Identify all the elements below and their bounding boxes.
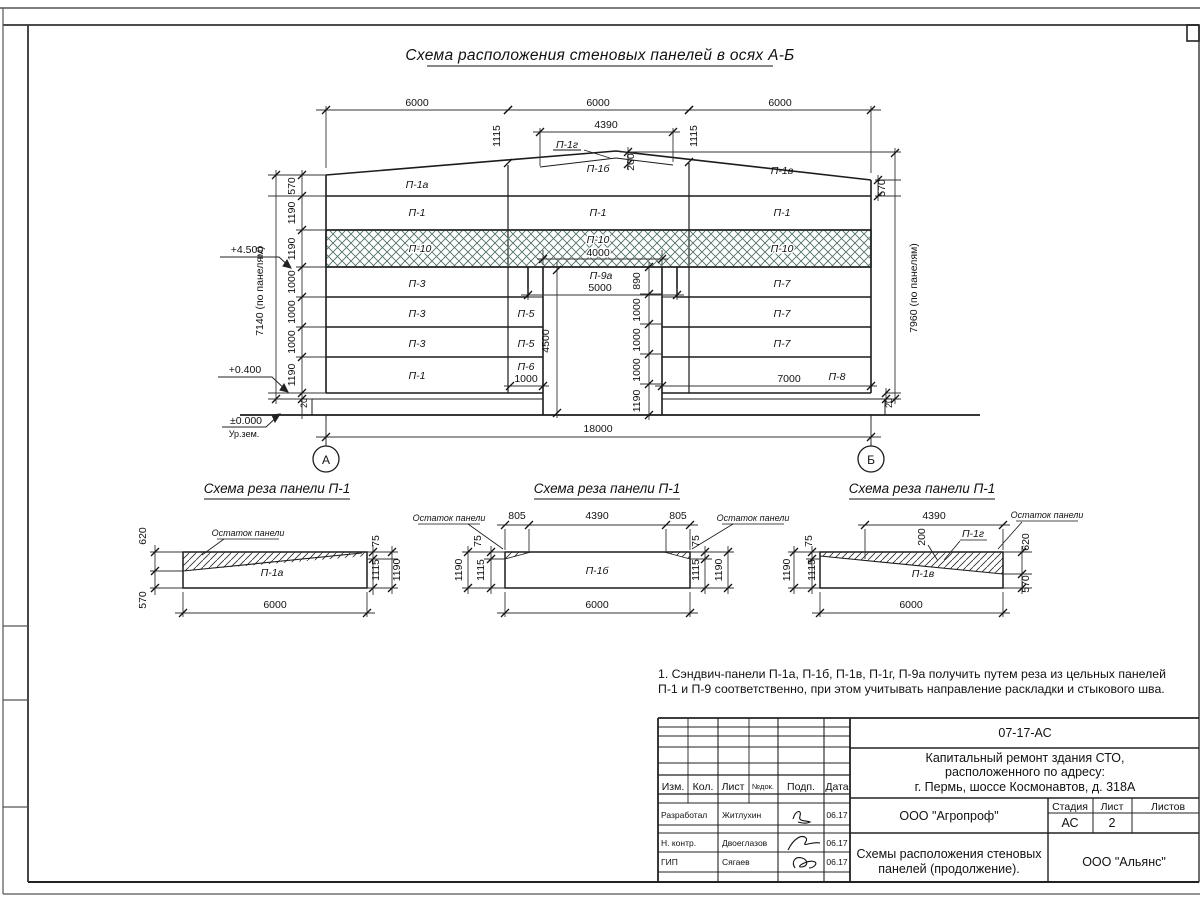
- panel-p1b: П-1б: [586, 163, 610, 175]
- list-label: Лист: [1100, 801, 1124, 813]
- col-ndok: №док.: [752, 782, 774, 791]
- row1-role: Разработал: [661, 810, 708, 820]
- detail3-dim-75: 75: [803, 535, 815, 547]
- signature-dvoeglazov: [788, 837, 820, 851]
- detail1-dim-620: 620: [137, 527, 149, 545]
- dim-6000-1: 6000: [405, 97, 429, 109]
- detail2-dim-4390: 4390: [585, 510, 609, 522]
- dim-20-left: 20: [299, 397, 309, 409]
- panel-p3-2: П-3: [408, 308, 426, 320]
- dim-4000: 4000: [586, 247, 610, 259]
- door-chain-1000c: 1000: [631, 358, 643, 382]
- panel-p7-1: П-7: [773, 278, 791, 290]
- project-line2: расположенного по адресу:: [945, 765, 1105, 779]
- chain-left-1000a: 1000: [286, 270, 298, 294]
- detail2-dim-1115R: 1115: [690, 559, 702, 581]
- stage-label: Стадия: [1052, 801, 1088, 813]
- detail1-title: Схема реза панели П-1: [203, 481, 351, 496]
- row3-date: 06.17: [826, 857, 848, 867]
- door-chain-1000b: 1000: [631, 328, 643, 352]
- dim-4390: 4390: [594, 119, 618, 131]
- dim-20-right: 20: [884, 397, 894, 409]
- panel-p3-1: П-3: [408, 278, 426, 290]
- panel-p9a: П-9а: [589, 270, 613, 282]
- col-list: Лист: [721, 781, 745, 793]
- doc-code: 07-17-АС: [998, 726, 1052, 740]
- panel-p3-3: П-3: [408, 338, 426, 350]
- chain-left-1000c: 1000: [286, 330, 298, 354]
- door-chain-1000a: 1000: [631, 298, 643, 322]
- door-chain-890: 890: [631, 272, 643, 290]
- project-line1: Капитальный ремонт здания СТО,: [925, 751, 1125, 765]
- detail3-remnant-label: Остаток панели: [1010, 510, 1084, 520]
- chain-left-1190b: 1190: [286, 237, 298, 261]
- chain-left-1000b: 1000: [286, 300, 298, 324]
- panel-p1v: П-1в: [770, 165, 794, 177]
- total-right-7960: 7960 (по панелям): [908, 243, 920, 333]
- detail2-dim-1190R: 1190: [713, 558, 725, 582]
- axis-a-label: А: [321, 453, 331, 467]
- detail3-panel-p1v: П-1в: [911, 568, 935, 580]
- detail2-dim-1115L: 1115: [475, 559, 487, 581]
- detail1-dim-1115: 1115: [370, 559, 382, 581]
- detail2-dim-805L: 805: [508, 510, 526, 522]
- total-left-7140: 7140 (по панелям): [254, 246, 266, 336]
- signatures: [788, 811, 820, 868]
- detail1-dim-6000: 6000: [263, 599, 287, 611]
- note-line1: 1. Сэндвич-панели П-1а, П-1б, П-1в, П-1г, П-9а получить путем реза из цельных панелей: [658, 667, 1166, 681]
- row3-role: ГИП: [661, 857, 678, 867]
- detail2-remnant-right: Остаток панели: [716, 513, 790, 523]
- panel-p1g: П-1г: [555, 139, 579, 151]
- dim-7000: 7000: [777, 373, 801, 385]
- detail2-dim-75R: 75: [690, 535, 702, 547]
- detail2-dim-1190L: 1190: [453, 558, 465, 582]
- panel-p1-row2-1: П-1: [408, 207, 426, 219]
- row2-role: Н. контр.: [661, 838, 697, 848]
- detail3-dim-6000: 6000: [899, 599, 923, 611]
- detail2-panel-p1b: П-1б: [585, 565, 609, 577]
- door-chain-1190: 1190: [631, 389, 643, 413]
- stage-value: АС: [1061, 816, 1079, 830]
- row3-name: Сягаев: [722, 857, 750, 867]
- corner-code-box: [1187, 25, 1199, 41]
- level-0400: +0.400: [228, 364, 262, 376]
- dim-5000: 5000: [588, 282, 612, 294]
- col-podp: Подп.: [787, 781, 815, 793]
- panel-p5-1: П-5: [517, 308, 535, 320]
- dim-4500: 4500: [540, 329, 552, 353]
- detail2-dim-75L: 75: [472, 535, 484, 547]
- chain-left-570: 570: [286, 177, 298, 195]
- dim-6000-3: 6000: [768, 97, 792, 109]
- dim-1115-right: 1115: [688, 125, 700, 147]
- row2-name: Двоеглазов: [722, 838, 768, 848]
- row1-date: 06.17: [826, 810, 848, 820]
- detail3-dim-200: 200: [916, 528, 928, 546]
- ground-label: Ур.зем.: [228, 429, 260, 439]
- detail1-remnant-label: Остаток панели: [211, 528, 285, 538]
- detail3-dim-4390: 4390: [922, 510, 946, 522]
- detail3-dim-1190: 1190: [781, 558, 793, 582]
- sheet-title-line2: панелей (продолжение).: [878, 862, 1020, 876]
- level-4500: +4.500: [230, 244, 264, 256]
- org-bottom: ООО "Альянс": [1082, 855, 1166, 869]
- row1-name: Житлухин: [722, 810, 762, 820]
- sheet-title-line1: Схемы расположения стеновых: [856, 847, 1042, 861]
- detail2-dim-805R: 805: [669, 510, 687, 522]
- note-line2: П-1 и П-9 соответственно, при этом учитывать направление раскладки и стыкового шва.: [658, 682, 1165, 696]
- detail3-title: Схема реза панели П-1: [848, 481, 996, 496]
- col-data: Дата: [825, 781, 849, 793]
- panel-p1-row7: П-1: [408, 370, 426, 382]
- detail2-dim-6000: 6000: [585, 599, 609, 611]
- detail3-mark-p1g: П-1г: [961, 528, 985, 540]
- dim-570-right: 570: [876, 179, 888, 197]
- panel-p10-3: П-10: [770, 243, 794, 255]
- panel-p10-2: П-10: [586, 234, 610, 246]
- dim-1000-p6: 1000: [514, 373, 538, 385]
- detail3-dim-570: 570: [1020, 575, 1032, 593]
- dim-1115-left: 1115: [491, 125, 503, 147]
- signature-zhitlukhin: [793, 811, 810, 823]
- chain-left-1190a: 1190: [286, 201, 298, 225]
- chain-left-1190c: 1190: [286, 363, 298, 387]
- listov-label: Листов: [1150, 801, 1186, 813]
- row2-date: 06.17: [826, 838, 848, 848]
- panel-p1a: П-1а: [405, 179, 429, 191]
- panel-p8: П-8: [828, 371, 846, 383]
- detail3-dim-1115: 1115: [806, 559, 818, 581]
- signature-syagaev: [793, 858, 816, 868]
- detail2-remnant-left: Остаток панели: [412, 513, 486, 523]
- detail3-dim-620: 620: [1020, 533, 1032, 551]
- axis-b-label: Б: [867, 453, 875, 467]
- dim-200: 200: [625, 153, 637, 171]
- detail1-panel-p1a: П-1а: [260, 567, 284, 579]
- panel-p1-row2-2: П-1: [589, 207, 607, 219]
- detail1-dim-1190: 1190: [391, 558, 403, 582]
- org-top: ООО "Агропроф": [899, 809, 999, 823]
- project-line3: г. Пермь, шоссе Космонавтов, д. 318А: [914, 780, 1136, 794]
- dim-6000-2: 6000: [586, 97, 610, 109]
- detail1-dim-570: 570: [137, 591, 149, 609]
- panel-p1-row2-3: П-1: [773, 207, 791, 219]
- panel-p10-1: П-10: [408, 243, 432, 255]
- page-title: Схема расположения стеновых панелей в осях А-Б: [405, 47, 795, 64]
- detail1-dim-75: 75: [370, 535, 382, 547]
- detail2-title: Схема реза панели П-1: [533, 481, 681, 496]
- panel-p6: П-6: [517, 361, 535, 373]
- panel-p5-2: П-5: [517, 338, 535, 350]
- list-value: 2: [1108, 816, 1116, 830]
- panel-p7-2: П-7: [773, 308, 791, 320]
- level-0000: ±0.000: [229, 415, 263, 427]
- col-izm: Изм.: [661, 781, 685, 793]
- panel-p7-3: П-7: [773, 338, 791, 350]
- dim-18000: 18000: [583, 423, 613, 435]
- col-kol: Кол.: [692, 781, 714, 793]
- elevation-dim-ticks: [272, 106, 899, 441]
